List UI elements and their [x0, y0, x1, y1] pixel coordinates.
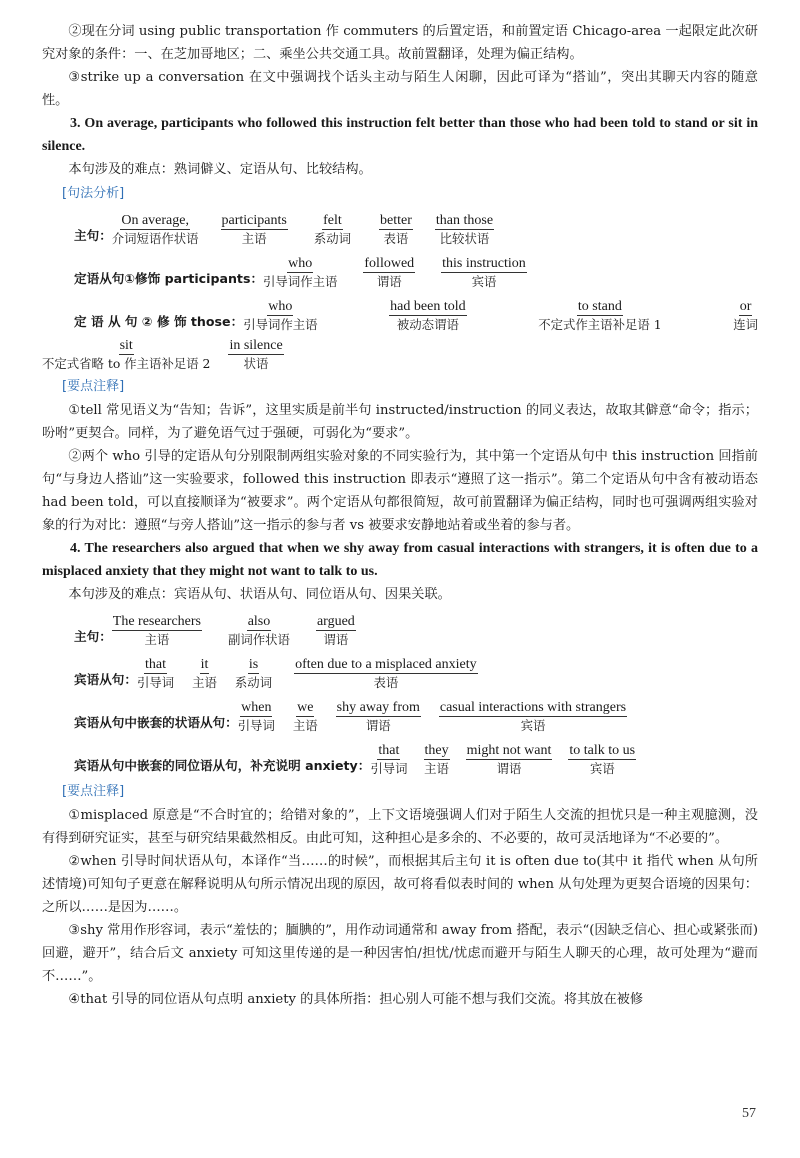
segment-word: this instruction — [442, 256, 526, 271]
segment-word: that — [378, 743, 400, 758]
syntax-segment — [379, 213, 413, 248]
segment-role: 引导词 — [237, 718, 275, 733]
segment-word: followed — [364, 256, 415, 271]
segments — [370, 743, 636, 778]
segment-word: participants — [221, 213, 287, 228]
row-label: 定语从句①修饰 participants： — [74, 271, 264, 286]
row-label: 主句： — [74, 629, 112, 644]
segment-word: shy away from — [336, 700, 420, 715]
difficulty-4: 本句涉及的难点：宾语从句、状语从句、同位语从句、因果关联。 — [68, 587, 451, 602]
segment-role: 表语 — [373, 675, 399, 690]
syntax-segment — [336, 700, 421, 735]
segment-word: is — [248, 657, 259, 672]
segments — [238, 700, 647, 735]
note-paragraph: ②when 引导时间状语从句，本译作“当……的时候”，而根据其后主句 it is often due to(其中 it 指代 when 从句所述情境)可知句子更意在解释说明从句所示情况出现的原因，故可将看似表时间的 when 从句处理为更契合语境的因果句：之所以……是因为……。 — [42, 854, 758, 915]
segments — [137, 657, 498, 692]
segment-role: 副词作状语 — [228, 632, 290, 647]
segment-role: 引导词作主语 — [243, 317, 318, 332]
segments — [263, 256, 547, 291]
segment-word: we — [297, 700, 314, 715]
segment-role: 宾语 — [520, 718, 546, 733]
row-label: 定 语 从 句 ② 修 饰 those： — [74, 314, 244, 329]
segment-role: 引导词作主语 — [263, 274, 338, 289]
segment-role: 主语 — [241, 231, 267, 246]
segments — [112, 614, 376, 649]
note-paragraph: ②现在分词 using public transportation 作 commuters 的后置定语，和前置定语 Chicago-area 一起限定此次研究对象的条件：一、在芝加哥地区；二、乘坐公共交通工具。故前置翻译，处理为偏正结构。 — [42, 24, 758, 62]
page-content — [42, 20, 758, 1011]
key-notes-heading: [要点注释] — [62, 784, 125, 799]
appositive-clause-row — [42, 743, 758, 778]
segment-role: 谓语 — [323, 632, 349, 647]
object-clause-row — [42, 657, 758, 692]
syntax-segment — [221, 213, 288, 248]
note-paragraph: ①misplaced 原意是“不合时宜的；给错对象的”，上下文语境强调人们对于陌生人交流的担忧只是一种主观臆测，没有得到研究证实，甚至与研究结果截然相反。由此可知，这种担心是多余的、不必要的，故可灵活地译为“不必要的”。 — [42, 808, 758, 846]
syntax-segment — [293, 700, 318, 735]
syntax-segment — [733, 299, 758, 334]
page-number: 57 — [742, 1106, 756, 1121]
segment-role: 不定式省略 to 作主语补足语 2 — [42, 356, 211, 371]
segment-role: 谓语 — [496, 761, 522, 776]
segment-word: who — [288, 256, 313, 271]
syntax-segment — [243, 299, 317, 334]
syntax-segment — [370, 743, 407, 778]
syntax-segment — [112, 614, 202, 649]
segment-role: 系动词 — [313, 231, 351, 246]
note-paragraph: ②两个 who 引导的定语从句分别限制两组实验对象的不同实验行为，其中第一个定语从句中 this instruction 回指前句“与身边人搭讪”这一实验要求，followed this instruction 即表示“遵照了这一指示”。第二个定语从句中含有被动语态 had been told，可以直接顺译为“被要求”。两个定语从句都很简短，故可前置翻译为偏正结构，同时也可强调两组实验对象的行为对比：遵照“与旁人搭讪”这一指示的参与者 vs 被要求安静地站着或坐着的参与者。 — [42, 449, 758, 533]
segment-role: 主语 — [292, 718, 318, 733]
syntax-segment — [192, 657, 217, 692]
segment-word: to stand — [577, 299, 622, 314]
segment-role: 主语 — [424, 761, 449, 776]
segment-role: 谓语 — [365, 718, 391, 733]
syntax-segment — [441, 256, 527, 291]
key-notes-heading: [要点注释] — [62, 379, 125, 394]
segment-role: 宾语 — [589, 761, 615, 776]
segments — [112, 213, 514, 248]
adverbial-clause-row — [42, 700, 758, 735]
syntax-segment — [137, 657, 174, 692]
segment-role: 引导词 — [370, 761, 408, 776]
segment-word: when — [241, 700, 272, 715]
syntax-segment — [316, 614, 356, 649]
syntax-segment — [294, 657, 478, 692]
segment-word: casual interactions with strangers — [439, 700, 627, 715]
segment-word: On average, — [121, 213, 189, 228]
syntax-segment — [439, 700, 627, 735]
segment-role: 主语 — [192, 675, 217, 690]
syntax-segment — [435, 213, 494, 248]
segment-word: argued — [316, 614, 355, 629]
syntax-segment — [263, 256, 337, 291]
segment-role: 不定式作主语补足语 1 — [538, 317, 662, 332]
syntax-analysis-heading: [句法分析] — [62, 186, 125, 201]
syntax-segment — [314, 213, 351, 248]
segment-word: also — [247, 614, 271, 629]
segment-word: in silence — [229, 338, 283, 353]
note-paragraph: ③shy 常用作形容词，表示“羞怯的；腼腆的”，用作动词通常和 away from 搭配，表示“(因缺乏信心、担心或紧张而)回避，避开”，结合后文 anxiety 可知这里传递的是一种因害怕/担忧/忧虑而避开与陌生人聊天的心理，故可处理为“避而不……”。 — [42, 923, 758, 984]
relative-clause-1-row — [42, 256, 758, 291]
segment-word: who — [268, 299, 293, 314]
row-label: 宾语从句中嵌套的状语从句： — [74, 715, 238, 730]
segment-word: might not want — [466, 743, 552, 758]
segment-word: felt — [323, 213, 342, 228]
segment-role: 连词 — [733, 317, 758, 332]
segment-role: 被动态谓语 — [396, 317, 459, 332]
segment-word: The researchers — [112, 614, 201, 629]
segment-role: 系动词 — [234, 675, 273, 690]
row-label: 主句： — [74, 228, 112, 243]
syntax-segment — [42, 338, 210, 373]
syntax-segment — [568, 743, 636, 778]
sentence-4: 4. The researchers also argued that when we shy away from casual interactions with strangers, it is often due to a misplaced anxiety that they might not want to talk to us. — [42, 541, 758, 579]
segments — [42, 338, 304, 373]
segment-word: or — [739, 299, 752, 314]
relative-clause-2-continued-row — [42, 338, 758, 373]
segment-word: often due to a misplaced anxiety — [295, 657, 477, 672]
segment-word: that — [145, 657, 167, 672]
syntax-segment — [424, 743, 450, 778]
segment-word: had been told — [390, 299, 466, 314]
segment-word: better — [380, 213, 412, 228]
syntax-segment — [389, 299, 466, 334]
main-clause-row — [42, 614, 758, 649]
note-paragraph: ①tell 常见语义为“告知；告诉”，这里实质是前半句 instructed/instruction 的同义表达，故取其僻意“命令；指示；吩咐”更契合。同样，为了避免语气过于强硬，可弱化为“要求”。 — [42, 403, 758, 441]
segment-role: 介词短语作状语 — [111, 231, 199, 246]
syntax-segment — [363, 256, 415, 291]
segment-role: 比较状语 — [439, 231, 490, 246]
segment-word: than those — [435, 213, 494, 228]
relative-clause-2-row — [42, 299, 758, 334]
segment-role: 状语 — [243, 356, 269, 371]
segment-role: 宾语 — [471, 274, 497, 289]
segment-word: it — [200, 657, 209, 672]
segment-role: 主语 — [144, 632, 170, 647]
syntax-segment — [228, 614, 290, 649]
note-paragraph: ④that 引导的同位语从句点明 anxiety 的具体所指：担心别人可能不想与我们交流。将其放在被修 — [68, 992, 644, 1007]
segment-word: sit — [119, 338, 133, 353]
syntax-segment — [538, 299, 661, 334]
segment-role: 引导词 — [136, 675, 175, 690]
note-paragraph: ③strike up a conversation 在文中强调找个话头主动与陌生人闲聊，因此可译为“搭讪”，突出其聊天内容的随意性。 — [42, 70, 758, 108]
segment-role: 表语 — [383, 231, 409, 246]
syntax-segment — [112, 213, 199, 248]
row-label: 宾语从句中嵌套的同位语从句，补充说明 anxiety： — [74, 758, 371, 773]
segment-word: they — [424, 743, 449, 758]
sentence-3: 3. On average, participants who followed this instruction felt better than those who had been told to stand or sit in silence. — [42, 116, 758, 154]
syntax-segment — [466, 743, 553, 778]
segment-word: to talk to us — [569, 743, 636, 758]
main-clause-row — [42, 213, 758, 248]
syntax-segment — [235, 657, 272, 692]
syntax-segment — [228, 338, 283, 373]
row-label: 宾语从句： — [74, 672, 137, 687]
difficulty-3: 本句涉及的难点：熟词僻义、定语从句、比较结构。 — [68, 162, 372, 177]
syntax-segment — [238, 700, 275, 735]
segment-role: 谓语 — [376, 274, 402, 289]
segments — [243, 299, 758, 334]
